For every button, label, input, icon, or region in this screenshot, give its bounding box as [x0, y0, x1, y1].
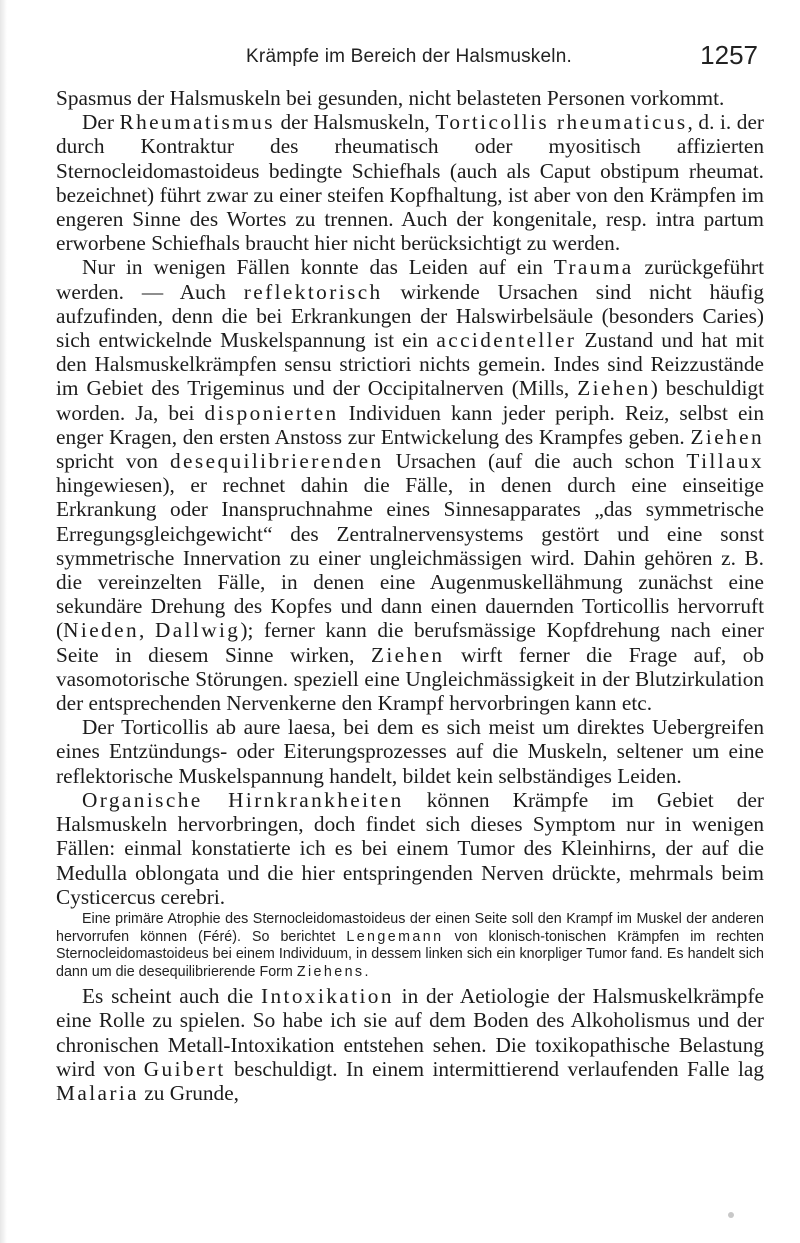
- paragraph: [56, 788, 764, 909]
- text-run: zu Grunde,: [139, 1081, 239, 1106]
- text-run: Der Torticollis ab aure laesa, bei dem es sich meist um direktes Uebergreifen eines Entzündungs- oder Eiterungsprozesses auf die Muskeln, seltener um eine reflektorische Muskelspannung handelt, bildet kein selbständiges Leiden.: [56, 715, 764, 788]
- emphasized-term: Tillaux: [686, 449, 764, 474]
- paragraph: [56, 86, 764, 110]
- text-run: Ursachen (auf die auch schon: [383, 449, 687, 474]
- text-run: in der Aetiologie der Halsmuskelkrämpfe eine Rolle zu spielen. So habe ich sie auf dem Boden des Alkoholismus und der chronischen Metall-Intoxikation entstehen sehen. Die toxikopathische Belastung wird von: [56, 984, 764, 1081]
- paragraph: [56, 984, 764, 1105]
- text-run: spricht von: [56, 449, 170, 474]
- emphasized-term: desequilibrierenden: [170, 449, 384, 474]
- emphasized-term: Lengemann: [346, 928, 444, 945]
- text-run: von klonisch-tonischen Krämpfen im rechten Sternocleidomastoideus bei einem Individuum, in dessem linken sich ein knorpliger Tumor fand. Es handelt sich dann um die desequilibrierende Form: [56, 928, 764, 980]
- text-run: ); ferner kann die berufsmässige Kopfdrehung nach einer Seite in diesem Sinne wirken,: [56, 618, 764, 667]
- text-run: ) beschuldigt worden. Ja, bei: [56, 376, 764, 425]
- text-run: wirft ferner die Frage auf, ob vasomotorische Störungen. speziell eine Ungleichmässigkeit in der Blutzirkulation der entsprechenden Nervenkerne den Krampf hervorbringen kann etc.: [56, 642, 764, 716]
- emphasized-term: Malaria: [56, 1081, 140, 1106]
- emphasized-term: Nieden: [63, 618, 139, 643]
- footnote-paragraph: [56, 911, 764, 981]
- text-run: , d. i. der durch Kontraktur des rheumatisch oder myositisch affizierten Sternocleidomastoideus bedingte Schiefhals (auch als Caput obstipum rheumat. bezeichnet) führt zwar zu einer steifen Kopfhaltung, ist aber von den Krämpfen im engeren Sinne des Wortes zu trennen. Auch der kongenitale, resp. intra partum erworbene Schiefhals braucht hier nicht berücksichtigt zu werden.: [56, 110, 764, 256]
- emphasized-term: Torticollis rheumaticus: [435, 110, 688, 135]
- body-text: [56, 86, 764, 1105]
- paragraph: [56, 715, 764, 788]
- emphasized-term: Ziehen: [577, 376, 651, 401]
- emphasized-term: Organische Hirnkrankheiten: [82, 787, 404, 812]
- page-number: 1257: [700, 40, 758, 70]
- emphasized-term: reflektorisch: [243, 279, 383, 304]
- text-run: wirkende Ursachen sind nicht häufig aufzufinden, denn die bei Erkrankungen der Halswirbelsäule (besonders Caries) sich entwickelnde Muskelspannung ist ein: [56, 279, 764, 353]
- text-run: der Halsmuskeln,: [274, 110, 436, 135]
- text-run: zurückgeführt werden. — Auch: [56, 255, 764, 304]
- text-run: beschuldigt. In einem intermittierend verlaufenden Falle lag: [225, 1056, 764, 1081]
- text-run: Zustand und hat mit den Halsmuskelkrämpfen sensu strictiori nichts gemein. Indes sind Reizzustände im Gebiet des Trigeminus und der Occipitalnerven (Mills,: [56, 328, 764, 401]
- text-run: Eine primäre Atrophie des Sternocleidomastoideus der einen Seite soll den Krampf im Muskel der anderen hervorrufen können (Féré). So berichtet: [56, 910, 764, 945]
- text-run: Der: [82, 110, 120, 135]
- text-run: Spasmus der Halsmuskeln bei gesunden, nicht belasteten Personen vorkommt.: [56, 86, 725, 110]
- text-run: hingewiesen), er rechnet dahin die Fälle, in denen durch eine einseitige Erkrankung oder Inanspruchnahme eines Sinnesapparates „das symmetrische Erregungsgleichgewicht“ des Zentralnervensystems gestört und eine sonst symmetrische Innervation zu einer ungleichmässigen wird. Dahin gehören z. B. die vereinzelten Fälle, in denen eine Augenmuskellähmung zunächst eine sekundäre Drehung des Kopfes und dann einen dauernden Torticollis hervorruft (: [56, 473, 764, 643]
- emphasized-term: Guibert: [143, 1056, 226, 1081]
- text-run: Nur in wenigen Fällen konnte das Leiden auf ein: [82, 255, 554, 280]
- paragraph: [56, 255, 764, 715]
- emphasized-term: Intoxikation: [260, 984, 394, 1009]
- emphasized-term: disponierten: [204, 400, 339, 425]
- page-header: [58, 42, 760, 76]
- emphasized-term: Ziehens: [296, 963, 365, 980]
- text-run: Individuen kann jeder periph. Reiz, selbst ein enger Kragen, den ersten Anstoss zur Entwickelung des Krampfes geben.: [56, 400, 764, 449]
- emphasized-term: accidenteller: [436, 328, 577, 353]
- text-run: ,: [139, 618, 155, 643]
- emphasized-term: Ziehen: [370, 642, 445, 667]
- emphasized-term: Rheumatismus: [119, 110, 275, 135]
- text-run: können Krämpfe im Gebiet der Halsmuskeln hervorbringen, doch findet sich dieses Symptom nur in wenigen Fällen: einmal konstatierte ich es bei einem Tumor des Kleinhirns, der auf die Medulla oblongata und die hier entspringenden Nerven drückte, mehrmals beim Cysticercus cerebri.: [56, 787, 764, 909]
- paper-speck: [728, 1212, 734, 1218]
- page-edge-shadow: [0, 0, 7, 1243]
- running-title: Krämpfe im Bereich der Halsmuskeln.: [246, 46, 572, 67]
- emphasized-term: Dallwig: [154, 618, 241, 643]
- paragraph: [56, 110, 764, 255]
- text-run: Es scheint auch die: [82, 984, 261, 1009]
- emphasized-term: Trauma: [553, 255, 634, 280]
- text-run: .: [364, 963, 369, 980]
- emphasized-term: Ziehen: [690, 424, 764, 449]
